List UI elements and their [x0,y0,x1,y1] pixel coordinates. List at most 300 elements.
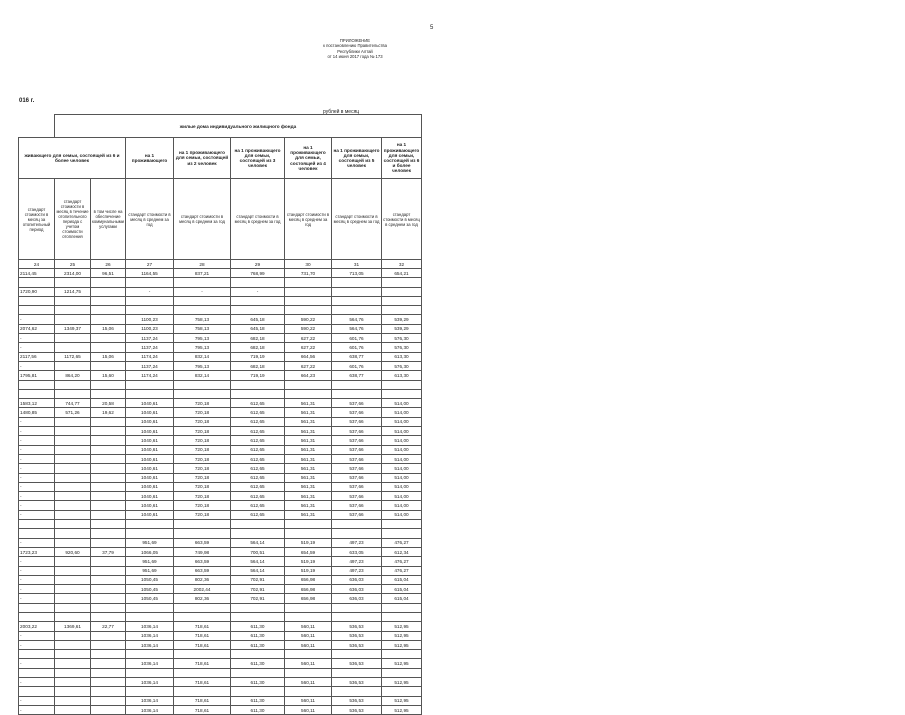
table-row [19,473,422,482]
appendix-note [300,38,410,59]
table-cell: - [19,557,55,566]
table-cell [91,464,126,473]
table-cell: 1100,23 [126,315,174,324]
table-cell [231,520,285,529]
table-cell [285,650,332,659]
table-cell [55,315,91,324]
column-number-cell: 32 [382,260,422,269]
table-cell [55,361,91,370]
table-cell [332,529,382,538]
table-cell [332,306,382,315]
table-cell [55,343,91,352]
table-cell: 561,31 [285,417,332,426]
table-cell: - [19,585,55,594]
table-cell: 1480,85 [19,408,55,417]
table-cell: 561,31 [285,473,332,482]
table-cell: 611,30 [231,696,285,705]
table-cell: 476,27 [382,566,422,575]
table-cell [174,612,231,621]
table-cell [231,650,285,659]
table-cell: 682,18 [231,361,285,370]
table-cell: 537,66 [332,473,382,482]
table-cell [126,603,174,612]
table-cell [91,278,126,287]
table-cell: 514,00 [382,501,422,510]
table-cell: - [19,538,55,547]
table-cell [285,520,332,529]
table-cell: 22,77 [91,622,126,631]
table-cell: 560,11 [285,622,332,631]
table-cell: 656,98 [285,585,332,594]
table-row [19,445,422,454]
table-cell [382,668,422,677]
table-cell: - [231,287,285,296]
table-cell: 832,14 [174,371,231,380]
table-cell: 2074,62 [19,324,55,333]
table-cell [55,612,91,621]
table-cell [91,361,126,370]
table-row [19,612,422,621]
table-cell [55,278,91,287]
table-cell: 537,66 [332,492,382,501]
table-cell [382,287,422,296]
table-cell: 663,59 [174,566,231,575]
table-cell [91,287,126,296]
table-cell: 601,76 [332,334,382,343]
col-header-family-5: на 1 проживающего для семьи, состоящей из 5 человек [332,138,382,179]
table-cell: - [19,334,55,343]
table-row [19,547,422,556]
table-cell [285,296,332,305]
table-row [19,538,422,547]
table-cell: 951,69 [126,557,174,566]
table-cell [91,668,126,677]
group-title: жилые дома индивидуального жилищного фонда [55,115,422,138]
table-cell [91,650,126,659]
table-cell [55,436,91,445]
table-cell: 576,30 [382,343,422,352]
table-cell: 795,13 [174,361,231,370]
table-row [19,399,422,408]
table-cell [285,529,332,538]
table-cell: 802,36 [174,594,231,603]
table-cell: 1036,14 [126,696,174,705]
table-cell: 864,20 [55,371,91,380]
table-cell: 560,11 [285,696,332,705]
table-row [19,306,422,315]
table-cell: 636,03 [332,575,382,584]
table-cell: 2002,44 [174,585,231,594]
table-cell [91,696,126,705]
table-cell: - [19,473,55,482]
table-cell: 1040,61 [126,464,174,473]
table-cell [55,454,91,463]
table-cell: 720,18 [174,492,231,501]
table-cell: 514,00 [382,436,422,445]
table-cell [231,612,285,621]
table-cell [332,278,382,287]
table-cell: 536,53 [332,622,382,631]
table-cell: - [19,482,55,491]
table-cell: 2117,56 [19,352,55,361]
header-row-families [19,138,422,179]
subheader-cell: стандарт стоимости в месяц в среднем за год [174,179,231,260]
table-cell [91,603,126,612]
table-cell [55,659,91,668]
table-cell [332,668,382,677]
table-cell: 645,18 [231,324,285,333]
table-cell [91,631,126,640]
table-cell: 613,30 [382,352,422,361]
table-cell [91,473,126,482]
table-row [19,557,422,566]
table-cell [91,436,126,445]
table-cell: 560,11 [285,659,332,668]
table-cell: 537,66 [332,454,382,463]
table-cell [285,287,332,296]
table-cell: 514,00 [382,454,422,463]
table-cell: 1040,61 [126,427,174,436]
table-cell [91,612,126,621]
table-cell: 749,98 [174,547,231,556]
table-cell: 718,61 [174,678,231,687]
table-row [19,464,422,473]
table-cell [91,566,126,575]
table-cell: 1137,24 [126,361,174,370]
table-cell [285,687,332,696]
table-cell: 514,00 [382,492,422,501]
column-number-cell: 31 [332,260,382,269]
table-cell: 514,00 [382,510,422,519]
table-cell: 654,59 [285,547,332,556]
table-cell [91,492,126,501]
table-cell: 561,31 [285,427,332,436]
table-cell [126,296,174,305]
table-cell: 561,31 [285,482,332,491]
table-row [19,705,422,714]
table-row [19,529,422,538]
table-cell [91,296,126,305]
table-cell: 514,00 [382,482,422,491]
table-cell [231,603,285,612]
table-cell [55,492,91,501]
table-row [19,343,422,352]
column-number-cell: 26 [91,260,126,269]
table-cell: 561,31 [285,454,332,463]
table-cell [285,603,332,612]
table-cell: 1723,23 [19,547,55,556]
table-cell [55,678,91,687]
col-header-family-3: на 1 проживающего для семьи, состоящей из 3 человек [231,138,285,179]
table-cell: 560,11 [285,678,332,687]
units-label: рублей в месяц [323,109,360,115]
table-cell [174,603,231,612]
table-cell [55,510,91,519]
table-cell: 37,79 [91,547,126,556]
table-cell: 1040,61 [126,445,174,454]
table-cell [126,529,174,538]
table-cell [55,417,91,426]
table-cell: 15,06 [91,324,126,333]
table-cell: 576,30 [382,334,422,343]
table-cell [19,687,55,696]
table-cell: 537,66 [332,464,382,473]
table-cell: 612,65 [231,501,285,510]
page-number: 5 [430,25,434,31]
table-cell: 561,31 [285,501,332,510]
table-cell: 2114,45 [19,269,55,278]
table-row [19,352,422,361]
table-cell: 1164,55 [126,269,174,278]
table-row [19,650,422,659]
table-cell [55,529,91,538]
table-cell: 476,27 [382,538,422,547]
table-cell [19,529,55,538]
table-cell [55,520,91,529]
table-cell: 1036,14 [126,640,174,649]
table-row [19,436,422,445]
header-row-subheaders [19,179,422,260]
table-cell: 654,21 [382,269,422,278]
table-cell: 702,91 [231,585,285,594]
table-row [19,622,422,631]
table-cell: 1050,45 [126,585,174,594]
table-cell: 951,69 [126,538,174,547]
table-cell: 1036,14 [126,622,174,631]
table-row [19,640,422,649]
table-cell: 1036,14 [126,705,174,714]
table-cell [231,296,285,305]
table-cell [126,389,174,398]
table-cell: 718,61 [174,705,231,714]
table-cell: 1040,61 [126,417,174,426]
table-cell: 537,66 [332,501,382,510]
table-cell [55,594,91,603]
table-cell: 718,61 [174,622,231,631]
table-cell: 519,19 [285,557,332,566]
table-cell: 720,18 [174,473,231,482]
table-cell [55,575,91,584]
table-cell: 564,14 [231,538,285,547]
table-cell [55,640,91,649]
table-cell: 664,56 [285,352,332,361]
table-cell: 561,31 [285,408,332,417]
table-cell: 537,66 [332,510,382,519]
table-cell: 601,76 [332,361,382,370]
table-cell: 832,14 [174,352,231,361]
table-cell: 744,77 [55,399,91,408]
table-cell: 1040,61 [126,501,174,510]
table-cell: 514,00 [382,473,422,482]
table-cell: - [126,287,174,296]
table-cell: 758,13 [174,324,231,333]
table-row [19,631,422,640]
table-cell [19,278,55,287]
subheader-cell: стандарт стоимости в месяц в течение отопительного периода с учетом стоимости отопления [55,179,91,260]
table-cell [332,603,382,612]
table-cell: 571,26 [55,408,91,417]
table-row [19,566,422,575]
table-cell: 663,59 [174,538,231,547]
table-row [19,371,422,380]
table-cell: 514,00 [382,417,422,426]
table-cell: 1583,12 [19,399,55,408]
table-cell [382,650,422,659]
table-row [19,287,422,296]
table-cell: 19,62 [91,408,126,417]
table-cell: 720,18 [174,399,231,408]
col-header-6plus-left: живающего для семьи, состоящей из 6 и более человек [19,138,126,179]
table-cell: 615,04 [382,585,422,594]
table-cell [174,520,231,529]
subheader-cell: стандарт стоимости в месяц в среднем за год [332,179,382,260]
table-cell [55,306,91,315]
table-cell: 920,60 [55,547,91,556]
table-cell: - [19,361,55,370]
table-cell: 627,22 [285,334,332,343]
table-cell: 512,95 [382,678,422,687]
table-cell [91,529,126,538]
table-cell: 536,53 [332,705,382,714]
table-cell [231,529,285,538]
table-cell: 536,53 [332,640,382,649]
table-row [19,687,422,696]
table-cell: - [19,594,55,603]
table-row [19,668,422,677]
table-cell [285,612,332,621]
column-number-cell: 25 [55,260,91,269]
table-cell [19,306,55,315]
table-cell [91,334,126,343]
table-cell: 611,30 [231,659,285,668]
table-cell: 627,22 [285,343,332,352]
table-row [19,659,422,668]
table-cell: - [19,678,55,687]
table-cell: 1040,61 [126,454,174,463]
table-cell [91,501,126,510]
table-cell: - [19,454,55,463]
table-cell [91,687,126,696]
column-number-cell: 28 [174,260,231,269]
table-cell [126,687,174,696]
table-cell [231,278,285,287]
table-cell: 837,21 [174,269,231,278]
table-cell [91,594,126,603]
table-cell [126,278,174,287]
table-cell [91,306,126,315]
table-cell: 519,19 [285,566,332,575]
table-cell: 611,30 [231,705,285,714]
table-cell [382,612,422,621]
table-row [19,603,422,612]
table-row [19,492,422,501]
year-label: 016 г. [19,98,35,104]
table-cell: 1349,37 [55,324,91,333]
table-cell: 20,58 [91,399,126,408]
table-cell: 720,18 [174,464,231,473]
table-cell: 1036,14 [126,678,174,687]
table-cell [126,306,174,315]
table-cell [91,454,126,463]
table-cell: 514,00 [382,464,422,473]
table-cell [91,389,126,398]
table-cell: 537,66 [332,408,382,417]
table-cell [55,501,91,510]
subheader-cell: стандарт стоимости в месяц в среднем за год [231,179,285,260]
table-row [19,520,422,529]
table-cell: 514,00 [382,445,422,454]
table-row [19,334,422,343]
table-row [19,594,422,603]
table-cell: 720,18 [174,445,231,454]
table-cell: 497,23 [332,538,382,547]
table-cell: 720,18 [174,454,231,463]
table-cell: 2314,00 [55,269,91,278]
table-cell [285,389,332,398]
table-cell: 561,31 [285,436,332,445]
table-cell: 638,77 [332,352,382,361]
table-cell: 613,30 [382,371,422,380]
table-cell: 720,18 [174,501,231,510]
table-cell: 560,11 [285,631,332,640]
table-cell: 537,66 [332,427,382,436]
table-cell: 702,91 [231,594,285,603]
table-cell: 719,19 [231,371,285,380]
table-cell [382,306,422,315]
table-cell: 576,30 [382,361,422,370]
table-cell [91,659,126,668]
table-row [19,417,422,426]
table-cell [55,631,91,640]
table-cell [55,668,91,677]
table-cell: 1174,24 [126,352,174,361]
cost-standards-table [18,114,422,715]
table-cell [332,612,382,621]
table-cell [55,389,91,398]
table-cell: 561,31 [285,445,332,454]
table-row [19,315,422,324]
table-cell [285,306,332,315]
header-row-group [19,115,422,138]
table-cell [55,650,91,659]
table-cell [174,650,231,659]
table-cell [126,612,174,621]
table-row [19,575,422,584]
table-cell: - [19,427,55,436]
table-cell [332,687,382,696]
table-cell [382,296,422,305]
table-cell: 627,22 [285,361,332,370]
table-cell [174,668,231,677]
table-cell: 1040,61 [126,482,174,491]
table-cell [55,585,91,594]
table-cell [382,380,422,389]
table-row [19,696,422,705]
table-cell [19,612,55,621]
table-cell: 612,65 [231,436,285,445]
table-cell: 636,03 [332,594,382,603]
table-cell: 612,65 [231,417,285,426]
table-cell: 612,65 [231,510,285,519]
table-cell: - [19,631,55,640]
table-cell [91,575,126,584]
table-cell [174,529,231,538]
table-cell [231,380,285,389]
table-cell: 720,18 [174,417,231,426]
table-cell: 1040,61 [126,408,174,417]
appendix-line: Республики Алтай [337,48,373,54]
table-cell: 514,00 [382,399,422,408]
